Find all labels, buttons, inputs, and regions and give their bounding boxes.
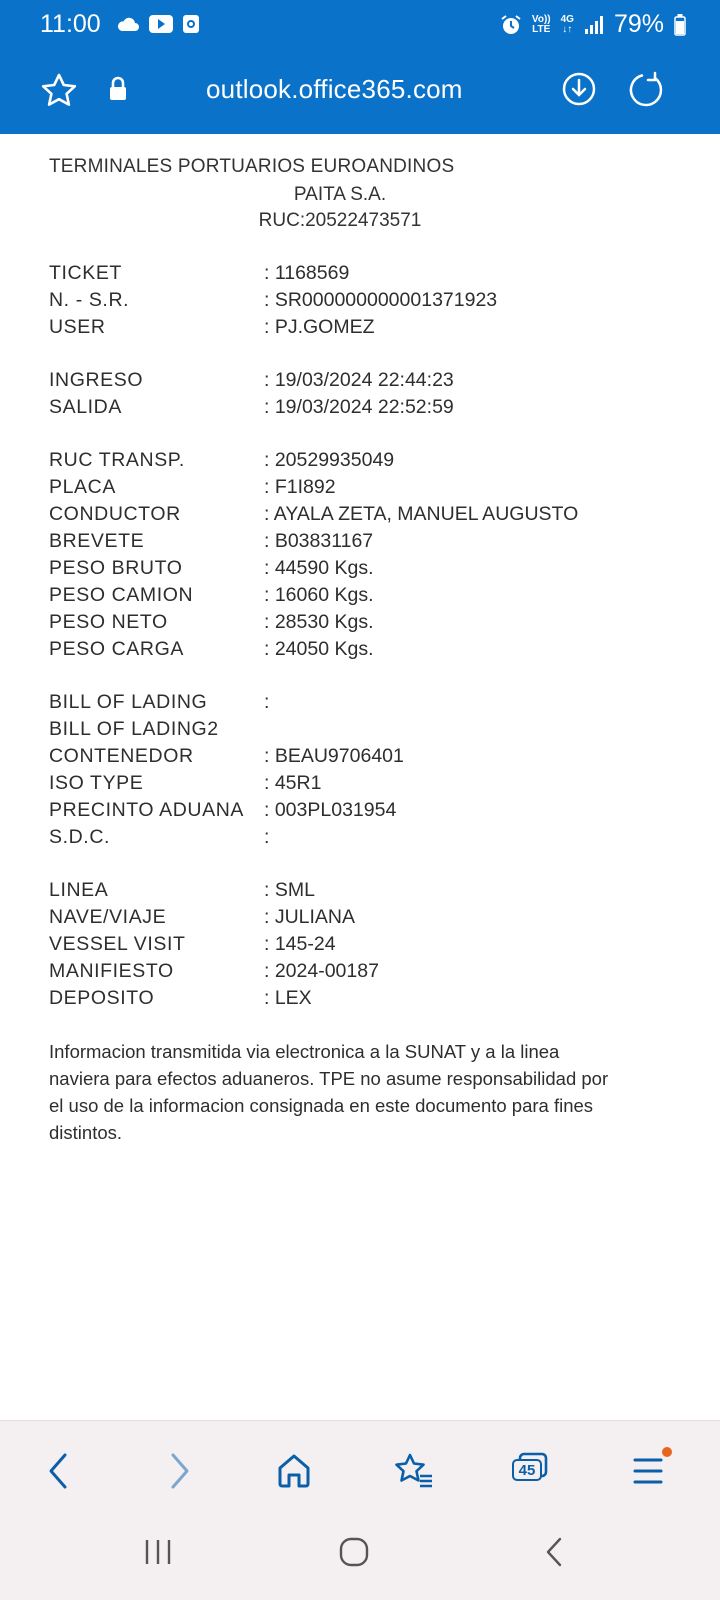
field-label: PESO BRUTO: [49, 557, 183, 579]
company-name-line2: PAITA S.A.: [293, 184, 387, 205]
field-label: BREVETE: [49, 530, 145, 552]
tab-count-badge: 45: [512, 1459, 542, 1481]
field-group-spacer: [49, 665, 689, 691]
field-value: : 24050 Kgs.: [264, 638, 374, 660]
field-value: : SML: [264, 879, 315, 901]
company-ruc: RUC:20522473571: [258, 210, 422, 231]
field-label: SALIDA: [49, 396, 122, 418]
field-group-spacer: [49, 853, 689, 879]
field-label: CONDUCTOR: [49, 503, 181, 525]
ticket-document: [0, 134, 720, 1420]
back-button[interactable]: [30, 1443, 86, 1499]
field-row: [49, 718, 689, 745]
field-group-spacer: [49, 423, 689, 449]
alarm-icon: [500, 14, 522, 36]
field-row: [49, 369, 689, 396]
field-label: PRECINTO ADUANA: [49, 799, 245, 821]
field-row: [49, 316, 689, 343]
home-icon: [275, 1453, 313, 1489]
bookmarks-icon: [393, 1452, 435, 1490]
field-row: [49, 987, 689, 1014]
field-group-spacer: [49, 343, 689, 369]
url-text[interactable]: outlook.office365.com: [206, 74, 463, 104]
field-label: MANIFIESTO: [49, 960, 174, 982]
battery-icon: [674, 14, 686, 36]
disclaimer-text: Informacion transmitida via electronica a la SUNAT y a la linea naviera para efectos aduaneros. TPE no asume responsabilidad por el uso de la informacion consignada en este documento para fines distintos.: [49, 1041, 609, 1143]
network-4g-icon: [561, 15, 574, 35]
field-value: : 1168569: [264, 262, 350, 284]
field-value: : 44590 Kgs.: [264, 557, 374, 579]
field-value: : LEX: [264, 987, 312, 1009]
field-value: : AYALA ZETA, MANUEL AUGUSTO: [264, 503, 579, 525]
recent-apps-button[interactable]: [130, 1524, 186, 1580]
field-label: PLACA: [49, 476, 116, 498]
url-bar[interactable]: [0, 58, 720, 128]
favorite-star-icon[interactable]: [40, 72, 78, 108]
status-left-icons: [116, 14, 200, 34]
field-label: PESO CARGA: [49, 638, 184, 660]
field-label: S.D.C.: [49, 826, 111, 848]
network-label: 4G: [560, 13, 574, 25]
field-row: [49, 826, 689, 853]
field-row: [49, 289, 689, 316]
field-row: [49, 960, 689, 987]
field-label: BILL OF LADING: [49, 691, 208, 713]
status-bar: [0, 0, 720, 52]
field-value: : B03831167: [264, 530, 374, 552]
field-value: : 2024-00187: [264, 960, 379, 982]
field-label: PESO CAMION: [49, 584, 194, 606]
field-label: INGRESO: [49, 369, 144, 391]
screen-record-icon: [182, 14, 200, 34]
status-right-icons: [500, 10, 686, 39]
field-label: N. - S.R.: [49, 289, 130, 311]
field-row: [49, 638, 689, 665]
field-row: [49, 557, 689, 584]
recent-apps-icon: [143, 1538, 173, 1566]
field-row: [49, 584, 689, 611]
field-value: : F1I892: [264, 476, 336, 498]
home-button[interactable]: [266, 1443, 322, 1499]
field-value: : 28530 Kgs.: [264, 611, 374, 633]
field-label: ISO TYPE: [49, 772, 144, 794]
field-row: [49, 476, 689, 503]
field-label: LINEA: [49, 879, 109, 901]
tabs-button[interactable]: [500, 1443, 556, 1499]
field-row: [49, 745, 689, 772]
field-value: : 45R1: [264, 772, 322, 794]
field-label: VESSEL VISIT: [49, 933, 186, 955]
browser-bottom-nav: [0, 1420, 720, 1520]
field-label: CONTENEDOR: [49, 745, 194, 767]
field-row: [49, 611, 689, 638]
field-label: BILL OF LADING2: [49, 718, 219, 740]
data-arrows-label: ↓↑: [562, 23, 573, 35]
reload-icon[interactable]: [628, 70, 666, 108]
menu-button[interactable]: [620, 1443, 676, 1499]
field-row: [49, 772, 689, 799]
field-row: [49, 691, 689, 718]
system-home-button[interactable]: [326, 1524, 382, 1580]
field-row: [49, 530, 689, 557]
ticket-fields: [49, 262, 689, 1014]
system-back-button[interactable]: [526, 1524, 582, 1580]
field-value: : 16060 Kgs.: [264, 584, 374, 606]
battery-percent: 79%: [613, 10, 664, 38]
system-back-icon: [543, 1536, 565, 1568]
field-row: [49, 879, 689, 906]
field-value: : PJ.GOMEZ: [264, 316, 375, 338]
forward-button[interactable]: [152, 1443, 208, 1499]
status-time: 11:00: [40, 10, 101, 38]
field-row: [49, 799, 689, 826]
company-name: TERMINALES PORTUARIOS EUROANDINOS: [49, 156, 455, 177]
field-row: [49, 933, 689, 960]
youtube-icon: [148, 14, 174, 34]
field-row: [49, 503, 689, 530]
field-label: TICKET: [49, 262, 122, 284]
home-circle-icon: [338, 1536, 370, 1568]
field-label: PESO NETO: [49, 611, 168, 633]
cloud-icon: [116, 15, 140, 33]
signal-icon: [584, 15, 604, 35]
field-label: DEPOSITO: [49, 987, 155, 1009]
back-arrow-icon: [46, 1452, 70, 1490]
notification-dot: [662, 1447, 672, 1457]
field-value: : SR000000000001371923: [264, 289, 498, 311]
browser-top-bar: [0, 0, 720, 134]
field-label: RUC TRANSP.: [49, 449, 185, 471]
system-nav-bar: [0, 1520, 720, 1600]
volte-bottom-label: LTE: [532, 23, 551, 35]
field-value: : 003PL031954: [264, 799, 397, 821]
field-value: : 19/03/2024 22:52:59: [264, 396, 454, 418]
download-icon[interactable]: [560, 70, 598, 108]
bookmarks-button[interactable]: [386, 1443, 442, 1499]
field-value: : JULIANA: [264, 906, 356, 928]
forward-arrow-icon: [168, 1452, 192, 1490]
field-value: : 20529935049: [264, 449, 395, 471]
field-value: :: [264, 691, 270, 713]
field-value: : BEAU9706401: [264, 745, 404, 767]
volte-icon: [532, 15, 551, 35]
field-value: :: [264, 826, 270, 848]
field-row: [49, 906, 689, 933]
field-label: NAVE/VIAJE: [49, 906, 167, 928]
field-value: : 19/03/2024 22:44:23: [264, 369, 454, 391]
volte-top-label: Vo)): [531, 13, 551, 25]
field-value: : 145-24: [264, 933, 336, 955]
menu-icon: [632, 1456, 664, 1486]
lock-icon: [108, 76, 128, 102]
field-label: USER: [49, 316, 106, 338]
field-row: [49, 396, 689, 423]
field-row: [49, 262, 689, 289]
field-row: [49, 449, 689, 476]
